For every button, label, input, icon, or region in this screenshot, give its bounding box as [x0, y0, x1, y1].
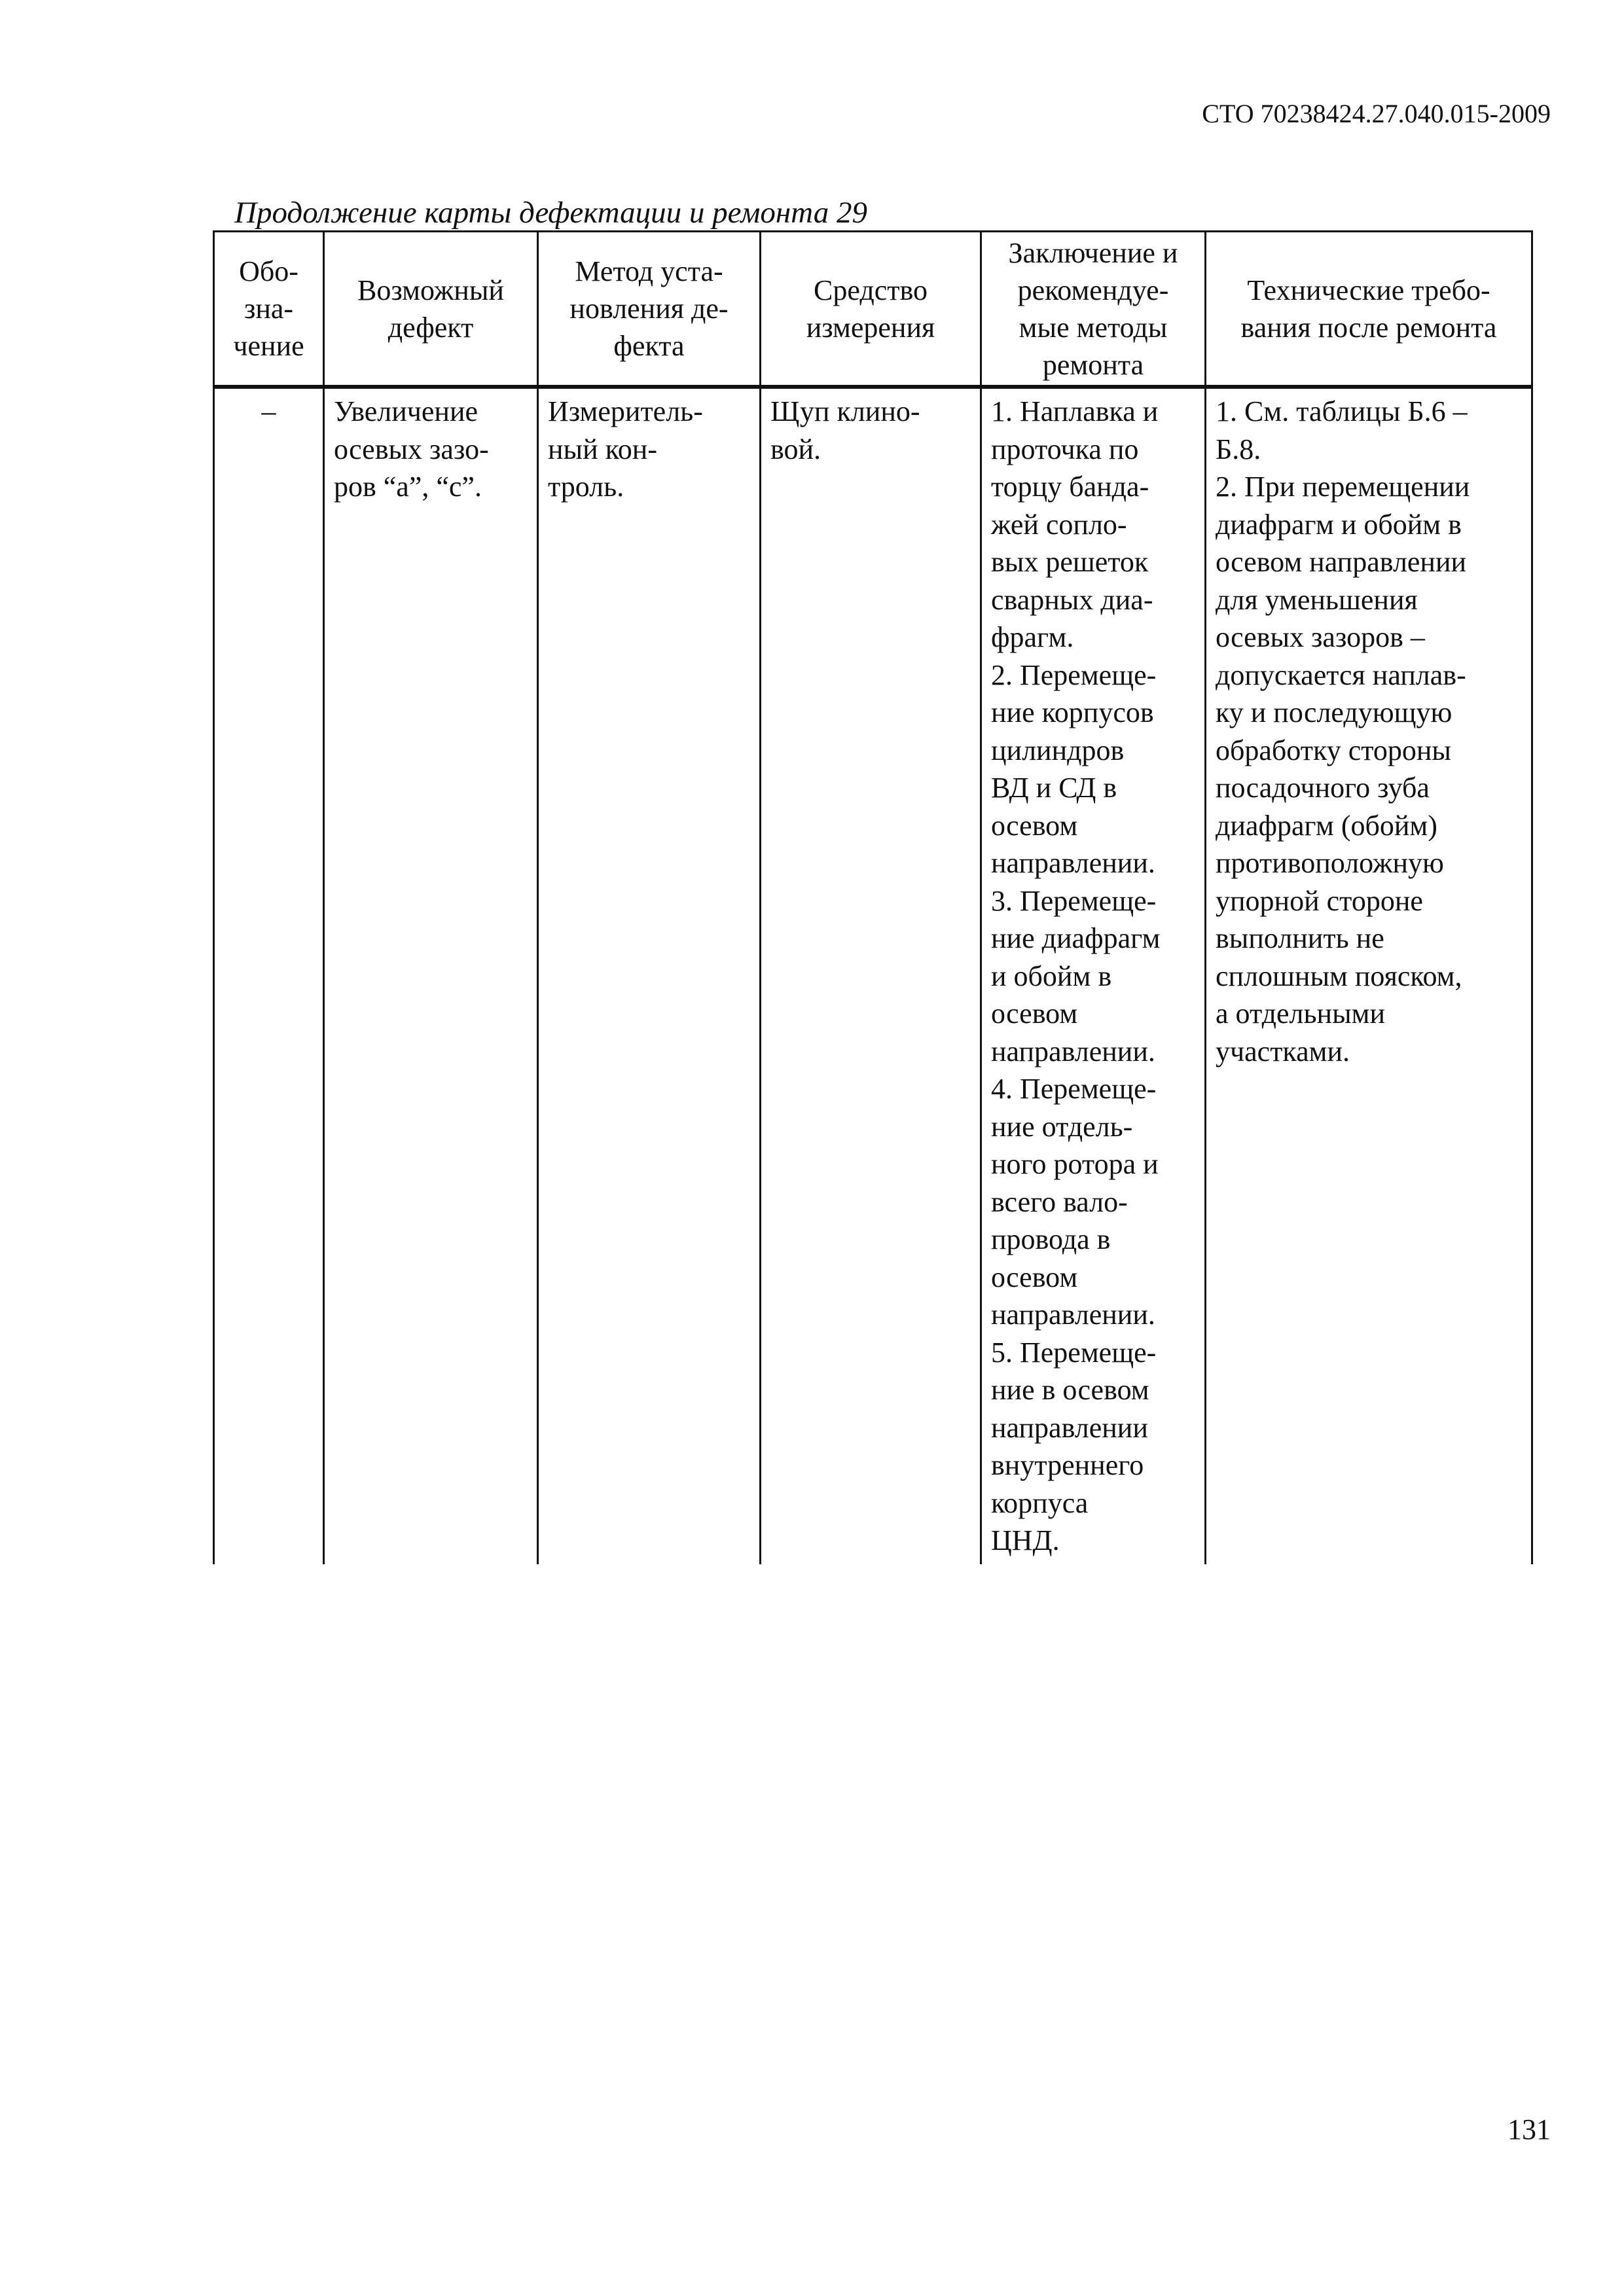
text-line: Обо-	[239, 255, 298, 287]
text-line: ние в осевом	[991, 1374, 1149, 1406]
text-line: ного ротора и	[991, 1148, 1159, 1180]
text-line: направлении.	[991, 1035, 1155, 1067]
text-line: 3. Перемеще-	[991, 884, 1157, 917]
text-line: ремонта	[1042, 348, 1144, 381]
text-line: вания после ремонта	[1240, 311, 1497, 344]
text-line: Технические требо-	[1247, 274, 1490, 306]
text-line: направлении	[991, 1411, 1148, 1444]
text-line: 2. При перемещении	[1216, 471, 1470, 503]
text-line: дефект	[388, 311, 474, 344]
text-line: сплошным пояском,	[1216, 960, 1462, 992]
header-designation	[214, 232, 324, 387]
table-caption: Продолжение карты дефектации и ремонта 29	[234, 196, 867, 230]
cell-repair-methods	[981, 387, 1206, 1564]
text-line: фекта	[613, 330, 685, 362]
text-line: троль.	[548, 471, 624, 503]
text-line: сварных диа-	[991, 583, 1153, 616]
text-line: и обойм в	[991, 960, 1112, 992]
text-line: осевом	[991, 997, 1078, 1030]
text-line: ный кон-	[548, 433, 657, 465]
text-line: Измеритель-	[548, 395, 703, 427]
header-measuring-instrument	[761, 232, 981, 387]
text-line: 2. Перемеще-	[991, 658, 1157, 691]
text-line: новления де-	[569, 293, 729, 325]
text-line: Метод уста-	[575, 255, 723, 287]
text-line: осевых зазоров –	[1216, 621, 1425, 653]
text-line: 1. Наплавка и	[991, 395, 1159, 427]
header-technical-requirements	[1206, 232, 1532, 387]
cell-defect	[324, 387, 538, 1564]
text-line: диафрагм и обойм в	[1216, 508, 1462, 541]
text-line: осевых зазо-	[334, 433, 489, 465]
text-line: чение	[233, 330, 304, 362]
cell-requirements	[1206, 387, 1532, 1564]
text-line: рекомендуе-	[1017, 274, 1169, 306]
text-line: противоположную	[1216, 847, 1444, 879]
table-header-row	[214, 232, 1532, 387]
document-code: СТО 70238424.27.040.015-2009	[1202, 99, 1551, 128]
page-number: 131	[1507, 2113, 1551, 2145]
text-line: ние корпусов	[991, 696, 1154, 728]
text-line: вых решеток	[991, 546, 1149, 578]
header-detection-method	[538, 232, 761, 387]
text-line: проточка по	[991, 433, 1139, 465]
text-line: всего вало-	[991, 1185, 1128, 1218]
text-line: мые методы	[1019, 311, 1168, 344]
text-line: посадочного зуба	[1216, 772, 1430, 804]
text-line: обработку стороны	[1216, 734, 1451, 766]
text-line: фрагм.	[991, 621, 1074, 653]
designation-value: –	[261, 395, 276, 427]
text-line: выполнить не	[1216, 922, 1384, 954]
defect-repair-table	[213, 230, 1533, 1564]
text-line: Щуп клино-	[770, 395, 920, 427]
text-line: Возможный	[357, 274, 504, 306]
cell-designation	[214, 387, 324, 1564]
header-repair-methods	[981, 232, 1206, 387]
text-line: ку и последующую	[1216, 696, 1453, 728]
text-line: диафрагм (обойм)	[1216, 809, 1437, 842]
text-line: жей сопло-	[991, 508, 1127, 541]
text-line: ЦНД.	[991, 1524, 1060, 1556]
text-line: осевом	[991, 1261, 1078, 1293]
cell-instrument	[761, 387, 981, 1564]
text-line: Б.8.	[1216, 433, 1261, 465]
text-line: ние диафрагм	[991, 922, 1161, 954]
text-line: 5. Перемеще-	[991, 1336, 1157, 1369]
text-line: ров “а”, “с”.	[334, 471, 482, 503]
text-line: Средство	[814, 274, 928, 306]
text-line: провода в	[991, 1223, 1111, 1255]
text-line: осевом направлении	[1216, 546, 1467, 578]
text-line: вой.	[770, 433, 821, 465]
text-line: ние отдель-	[991, 1110, 1133, 1143]
text-line: измерения	[806, 311, 935, 344]
text-line: торцу банда-	[991, 471, 1149, 503]
text-line: зна-	[244, 293, 294, 325]
text-line: ВД и СД в	[991, 772, 1117, 804]
text-line: осевом	[991, 809, 1078, 842]
header-possible-defect	[324, 232, 538, 387]
text-line: направлении.	[991, 1299, 1155, 1331]
text-line: для уменьшения	[1216, 583, 1418, 616]
text-line: упорной стороне	[1216, 884, 1423, 917]
text-line: корпуса	[991, 1486, 1089, 1519]
text-line: 4. Перемеще-	[991, 1073, 1157, 1105]
text-line: цилиндров	[991, 734, 1125, 766]
text-line: допускается наплав-	[1216, 658, 1466, 691]
text-line: 1. См. таблицы Б.6 –	[1216, 395, 1468, 427]
text-line: направлении.	[991, 847, 1155, 879]
text-line: а отдельными	[1216, 997, 1386, 1030]
text-line: Заключение и	[1008, 236, 1178, 269]
table-row	[214, 387, 1532, 1564]
text-line: участками.	[1216, 1035, 1350, 1067]
cell-method	[538, 387, 761, 1564]
text-line: внутреннего	[991, 1449, 1144, 1481]
text-line: Увеличение	[334, 395, 478, 427]
